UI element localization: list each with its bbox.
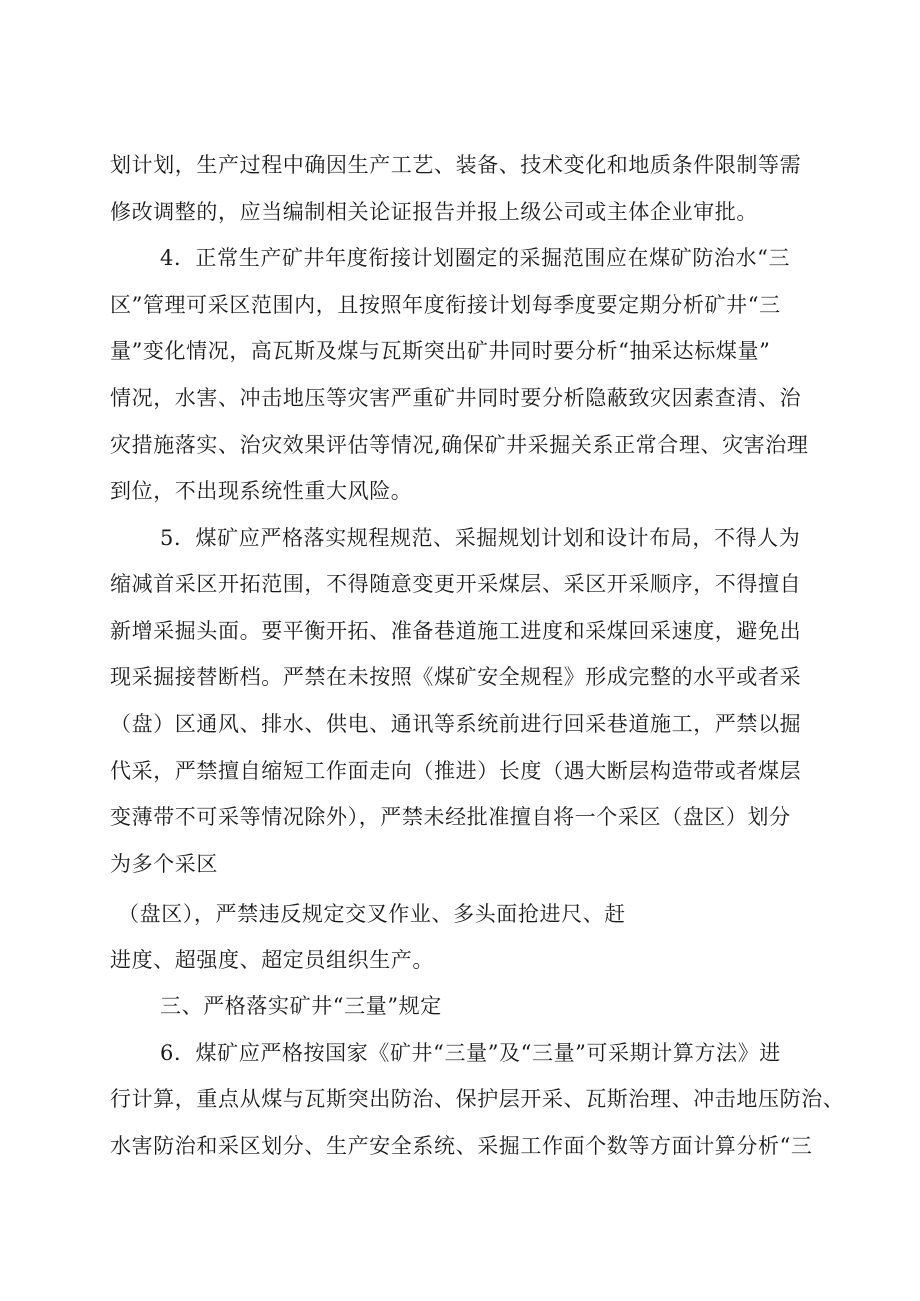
text-line: 进度、超强度、超定员组织生产。: [110, 948, 434, 972]
text-line: 到位，不出现系统性重大风险。: [110, 479, 413, 503]
text-line: 行计算，重点从煤与瓦斯突出防治、保护层开采、瓦斯治理、冲击地压防治、: [110, 1087, 845, 1111]
text-line: 区”管理可采区范围内，且按照年度衔接计划每季度要定期分析矿井“三: [110, 293, 781, 317]
text-line: 5．煤矿应严格落实规程规范、采掘规划计划和设计布局，不得人为: [160, 526, 801, 550]
text-line: 代采，严禁擅自缩短工作面走向（推进）长度（遇大断层构造带或者煤层: [110, 759, 802, 783]
text-line: 现采掘接替断档。严禁在未按照《煤矿安全规程》形成完整的水平或者采: [110, 665, 802, 689]
text-line: 修改调整的，应当编制相关论证报告并报上级公司或主体企业审批。: [110, 200, 758, 224]
text-line: 4．正常生产矿井年度衔接计划圈定的采掘范围应在煤矿防治水“三: [160, 246, 791, 270]
text-line: 量”变化情况，高瓦斯及煤与瓦斯突出矿井同时要分析“抽采达标煤量”: [110, 339, 771, 363]
text-line: 灾措施落实、治灾效果评估等情况,确保矿井采掘关系正常合理、灾害治理: [110, 433, 809, 457]
section-heading: 三、严格落实矿井“三量”规定: [160, 994, 442, 1018]
text-line: 新增采掘头面。要平衡开拓、准备巷道施工进度和采煤回采速度，避免出: [110, 619, 802, 643]
text-line: 划计划，生产过程中确因生产工艺、装备、技术变化和地质条件限制等需: [110, 153, 802, 177]
text-line: 变薄带不可采等情况除外），严禁未经批准擅自将一个采区（盘区）划分: [110, 805, 791, 829]
text-line: 情况，水害、冲击地压等灾害严重矿井同时要分析隐蔽致灾因素查清、治: [110, 386, 802, 410]
text-line: （盘）区通风、排水、供电、通讯等系统前进行回采巷道施工，严禁以掘: [110, 712, 802, 736]
text-line: 为多个采区: [110, 852, 218, 876]
text-line: 6．煤矿应严格按国家《矿井“三量”及“三量”可采期计算方法》进: [160, 1041, 781, 1065]
text-line: （盘区），严禁违反规定交叉作业、多头面抢进尺、赶: [118, 902, 626, 926]
text-line: 缩减首采区开拓范围，不得随意变更开采煤层、采区开采顺序，不得擅自: [110, 572, 802, 596]
text-line: 水害防治和采区划分、生产安全系统、采掘工作面个数等方面计算分析“三: [110, 1134, 813, 1158]
